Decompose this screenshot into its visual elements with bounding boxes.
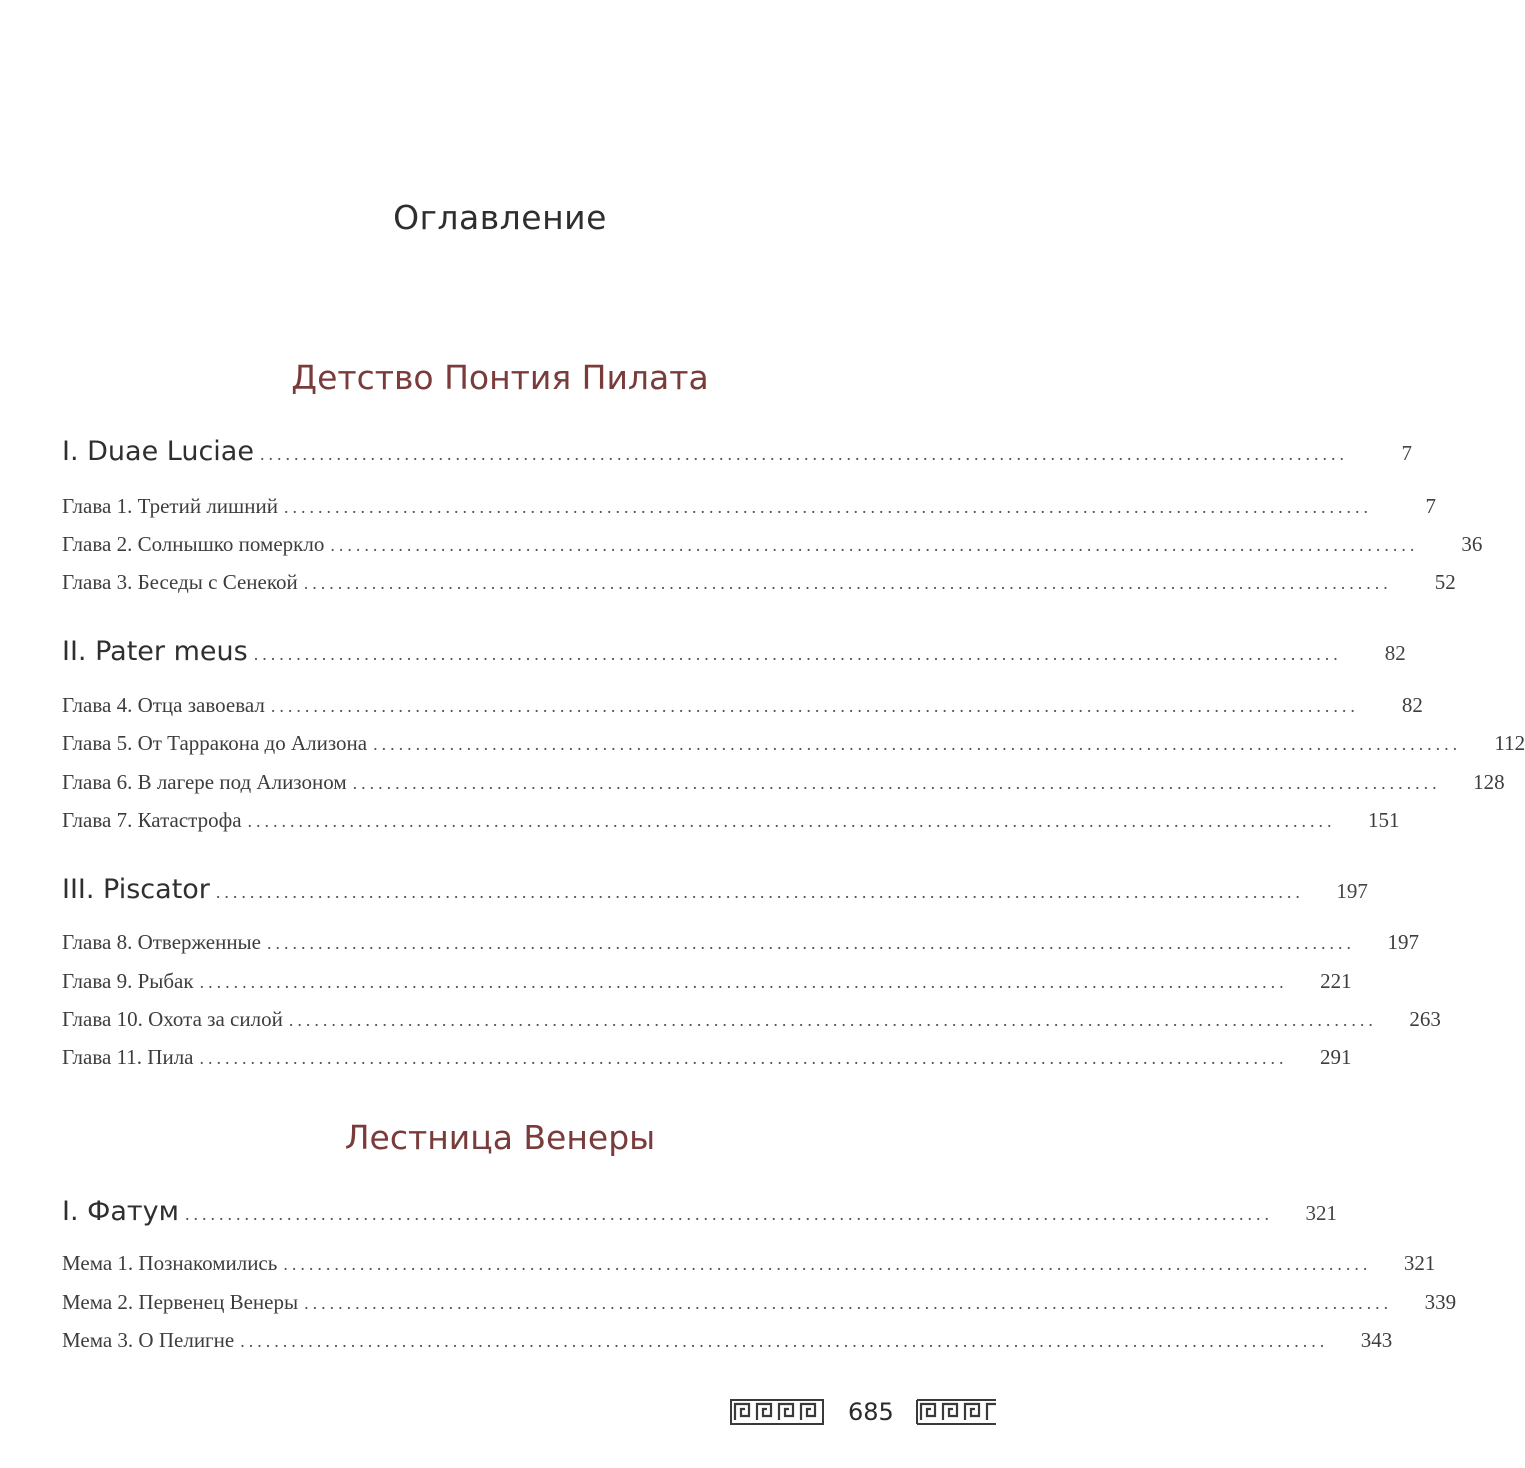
- greek-key-ornament-icon: [916, 1399, 996, 1425]
- leader-dots: ................................................................................................................................: [330, 535, 1419, 555]
- page-number: 321: [1403, 1251, 1436, 1275]
- toc-chapter[interactable]: [62, 930, 1419, 955]
- leader-dots: ................................................................................................................................: [270, 696, 1359, 716]
- toc-chapter[interactable]: [62, 532, 1483, 557]
- section-label: II. Pater meus: [62, 636, 248, 667]
- chapter-label: Глава 9. Рыбак: [62, 969, 194, 993]
- toc-chapter[interactable]: [62, 570, 1456, 595]
- leader-dots: ................................................................................................................................: [253, 644, 1342, 664]
- part-title: Детство Понтия Пилата: [291, 358, 709, 397]
- toc-section[interactable]: [62, 636, 1406, 667]
- leader-dots: ................................................................................................................................: [215, 882, 1304, 902]
- page-number: 263: [1409, 1007, 1441, 1031]
- chapter-label: Глава 1. Третий лишний: [62, 494, 278, 518]
- page-number: 291: [1320, 1045, 1352, 1069]
- leader-dots: ................................................................................................................................: [259, 444, 1348, 464]
- leader-dots: ................................................................................................................................: [288, 1010, 1377, 1030]
- chapter-label: Мема 3. О Пелигне: [62, 1328, 235, 1352]
- page-title: Оглавление: [393, 198, 607, 237]
- leader-dots: ................................................................................................................................: [304, 1293, 1393, 1313]
- page-number: 82: [1401, 693, 1423, 717]
- toc-chapter[interactable]: [62, 1251, 1436, 1276]
- leader-dots: ................................................................................................................................: [199, 972, 1288, 992]
- chapter-label: Глава 8. Отверженные: [62, 930, 261, 954]
- chapter-label: Глава 11. Пила: [62, 1045, 194, 1069]
- page-number: 321: [1305, 1201, 1337, 1225]
- leader-dots: ................................................................................................................................: [185, 1204, 1273, 1224]
- page-number: 128: [1473, 770, 1505, 794]
- leader-dots: ................................................................................................................................: [267, 933, 1355, 953]
- chapter-label: Мема 1. Познакомились: [62, 1251, 278, 1275]
- leader-dots: ................................................................................................................................: [240, 1331, 1329, 1351]
- page-number: 221: [1320, 969, 1352, 993]
- leader-dots: ................................................................................................................................: [283, 1254, 1372, 1274]
- section-label: III. Piscator: [62, 874, 210, 905]
- page-number: 82: [1384, 641, 1406, 665]
- toc-chapter[interactable]: [62, 969, 1352, 994]
- toc-chapter[interactable]: [62, 1007, 1441, 1032]
- toc-section[interactable]: [62, 874, 1368, 905]
- leader-dots: ................................................................................................................................: [303, 573, 1392, 593]
- chapter-label: Глава 5. От Тарракона до Ализона: [62, 731, 368, 755]
- page-number: 36: [1461, 532, 1483, 556]
- leader-dots: ................................................................................................................................: [352, 773, 1441, 793]
- chapter-label: Глава 3. Беседы с Сенекой: [62, 570, 298, 594]
- page-number: 151: [1368, 808, 1400, 832]
- section-label: I. Фатум: [62, 1196, 179, 1227]
- chapter-label: Глава 7. Катастрофа: [62, 808, 242, 832]
- toc-chapter[interactable]: [62, 1290, 1457, 1315]
- page-number: 7: [1401, 441, 1412, 465]
- page-number: 197: [1387, 930, 1419, 954]
- page-number: 52: [1434, 570, 1456, 594]
- page-number: 7: [1425, 494, 1436, 518]
- page-number: 339: [1424, 1290, 1457, 1314]
- toc-chapter[interactable]: [62, 770, 1505, 795]
- chapter-label: Глава 10. Охота за силой: [62, 1007, 283, 1031]
- toc-chapter[interactable]: [62, 731, 1525, 756]
- toc-chapter[interactable]: [62, 693, 1423, 718]
- toc-chapter[interactable]: [62, 1045, 1352, 1070]
- toc-section[interactable]: [62, 436, 1412, 467]
- toc-chapter[interactable]: [62, 494, 1436, 519]
- section-label: I. Duae Luciae: [62, 436, 254, 467]
- part-title: Лестница Венеры: [344, 1118, 656, 1157]
- chapter-label: Мема 2. Первенец Венеры: [62, 1290, 299, 1314]
- leader-dots: ................................................................................................................................: [247, 811, 1336, 831]
- page-footer: [730, 1396, 1000, 1428]
- chapter-label: Глава 6. В лагере под Ализоном: [62, 770, 347, 794]
- greek-key-ornament-icon: [730, 1399, 824, 1425]
- toc-section[interactable]: [62, 1196, 1337, 1227]
- leader-dots: ................................................................................................................................: [199, 1048, 1288, 1068]
- chapter-label: Глава 2. Солнышко померкло: [62, 532, 325, 556]
- toc-chapter[interactable]: [62, 808, 1400, 833]
- leader-dots: ................................................................................................................................: [373, 734, 1462, 754]
- page-number: 197: [1336, 879, 1368, 903]
- chapter-label: Глава 4. Отца завоевал: [62, 693, 265, 717]
- toc-chapter[interactable]: [62, 1328, 1393, 1353]
- page-number: 112: [1494, 731, 1525, 755]
- folio-page-number: 685: [848, 1398, 894, 1426]
- leader-dots: ................................................................................................................................: [283, 497, 1372, 517]
- page-number: 343: [1360, 1328, 1393, 1352]
